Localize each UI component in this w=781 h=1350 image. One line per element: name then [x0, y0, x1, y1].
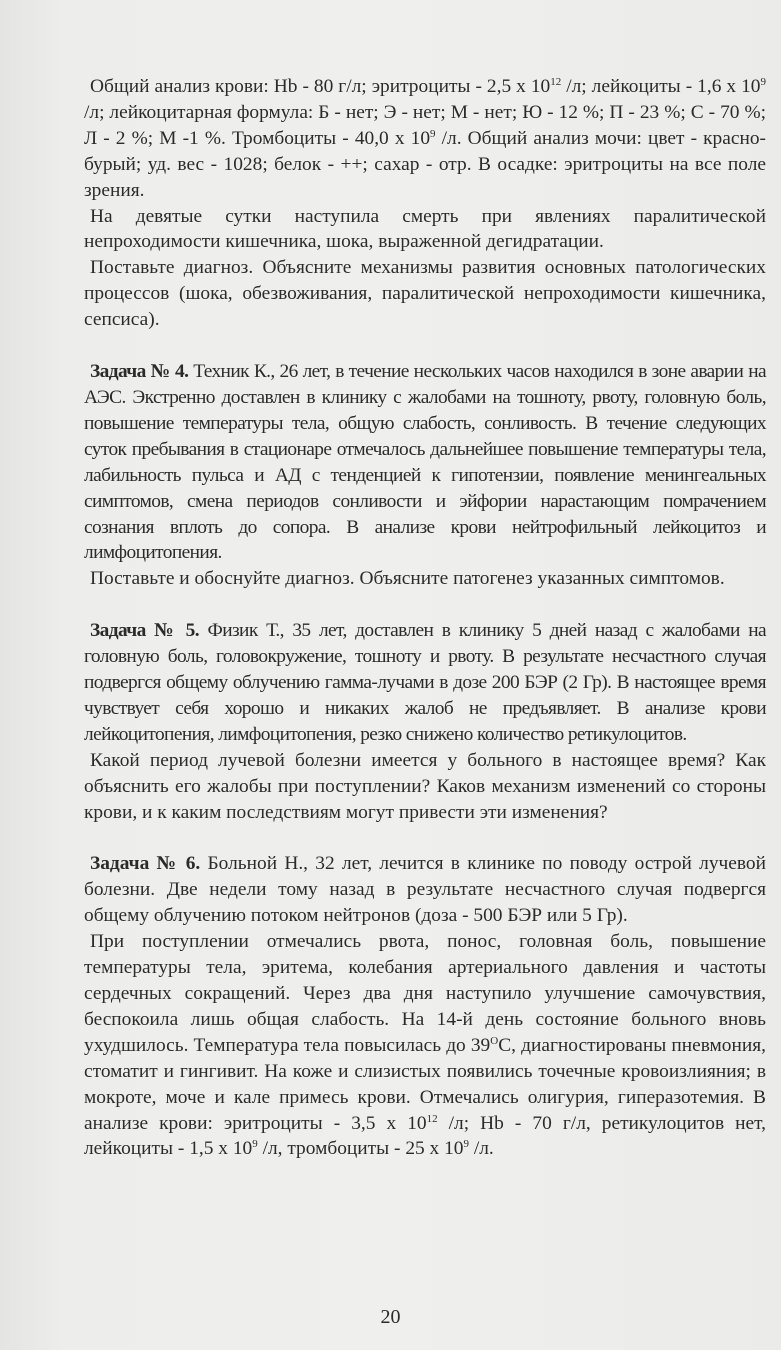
task5-question-paragraph: Какой период лучевой болезни имеется у больного в настоящее время? Как объяснить его жалобы при поступлении? Каков механизм изменений со стороны крови, и к каким последствиям могут привести эти изменения?	[84, 749, 766, 823]
blood-analysis-paragraph: Общий анализ крови: Hb - 80 г/л; эритроциты - 2,5 х $10^{12}$ /л; лейкоциты - 1,6 х $10^9$ /л; лейкоцитарная формула: Б - нет; Э - нет; М - нет; Ю - 12 %; П - 23 %; С - 70 %; Л - 2 %; М -1 %. Тромбоциты - 40,0 х $10^9$ /л. Общий анализ мочи: цвет - красно-бурый; уд. вес - 1028; белок - ++; сахар - отр. В осадке: эритроциты на все поле зрения.	[84, 76, 766, 201]
page-text	[84, 74, 766, 1162]
task6-clinical-paragraph: При поступлении отмечались рвота, понос, головная боль, повышение температуры тела, эритема, колебания артериального давления и частоты сердечных сокращений. Через два дня наступило улучшение самочувствия, беспокоила лишь общая слабость. На 14-й день состояние больного вновь ухудшилось. Температура тела повысилась до $39^ОС$, диагностированы пневмония, стоматит и гингивит. На коже и слизистых появились точечные кровоизлияния; в мокроте, моче и кале примесь крови. Отмечались олигурия, гиперазотемия. В анализе крови: эритроциты - 3,5 х $10^{12}$ /л; Hb - 70 г/л, ретикулоцитов нет, лейкоциты - 1,5 х $10^9$ /л, тромбоциты - 25 х $10^9$ /л.	[84, 931, 767, 1160]
task4-question-paragraph: Поставьте и обоснуйте диагноз. Объясните патогенез указанных симптомов.	[90, 568, 725, 590]
task5-paragraph: Задача № 5. Физик Т., 35 лет, доставлен в клинику 5 дней назад с жалобами на головную боль, головокружение, тошноту и рвоту. В результате несчастного случая подвергся общему облучению гамма-лучами в дозе 200 БЭР (2 Гр). В настоящее время чувствует себя хорошо и никаких жалоб не предъявляет. В анализе крови лейкоцитопения, лимфоцитопения, резко снижено количество ретикулоцитов.	[84, 620, 767, 745]
task6-title: Задача № 6.	[90, 853, 201, 875]
task3-question-paragraph: Поставьте диагноз. Объясните механизмы развития основных патологических процессов (шока, обезвоживания, паралитической непроходимости кишечника, сепсиса).	[84, 257, 766, 331]
task4-paragraph: Задача № 4. Техник К., 26 лет, в течение нескольких часов находился в зоне аварии на АЭС. Экстренно доставлен в клинику с жалобами на тошноту, рвоту, головную боль, повышение температуры тела, общую слабость, сонливость. В течение следующих суток пребывания в стационаре отмечалось дальнейшее повышение температуры тела, лабильность пульса и АД с тенденцией к гипотензии, появление менингеальных симптомов, смена периодов сонливости и эйфории нарастающим помрачением сознания вплоть до сопора. В анализе крови нейтрофильный лейкоцитоз и лимфоцитопения.	[84, 361, 766, 564]
page-number: 20	[380, 1306, 401, 1328]
task4-title: Задача № 4.	[90, 361, 189, 383]
task6-paragraph: Задача № 6. Больной Н., 32 лет, лечится в клинике по поводу острой лучевой болезни. Две недели тому назад в результате несчастного случая подвергся общему облучению потоком нейтронов (доза - 500 БЭР или 5 Гр).	[84, 853, 766, 927]
task5-title: Задача № 5.	[90, 620, 200, 642]
outcome-paragraph: На девятые сутки наступила смерть при явлениях паралитической непроходимости кишечника, шока, выраженной дегидратации.	[84, 205, 766, 253]
